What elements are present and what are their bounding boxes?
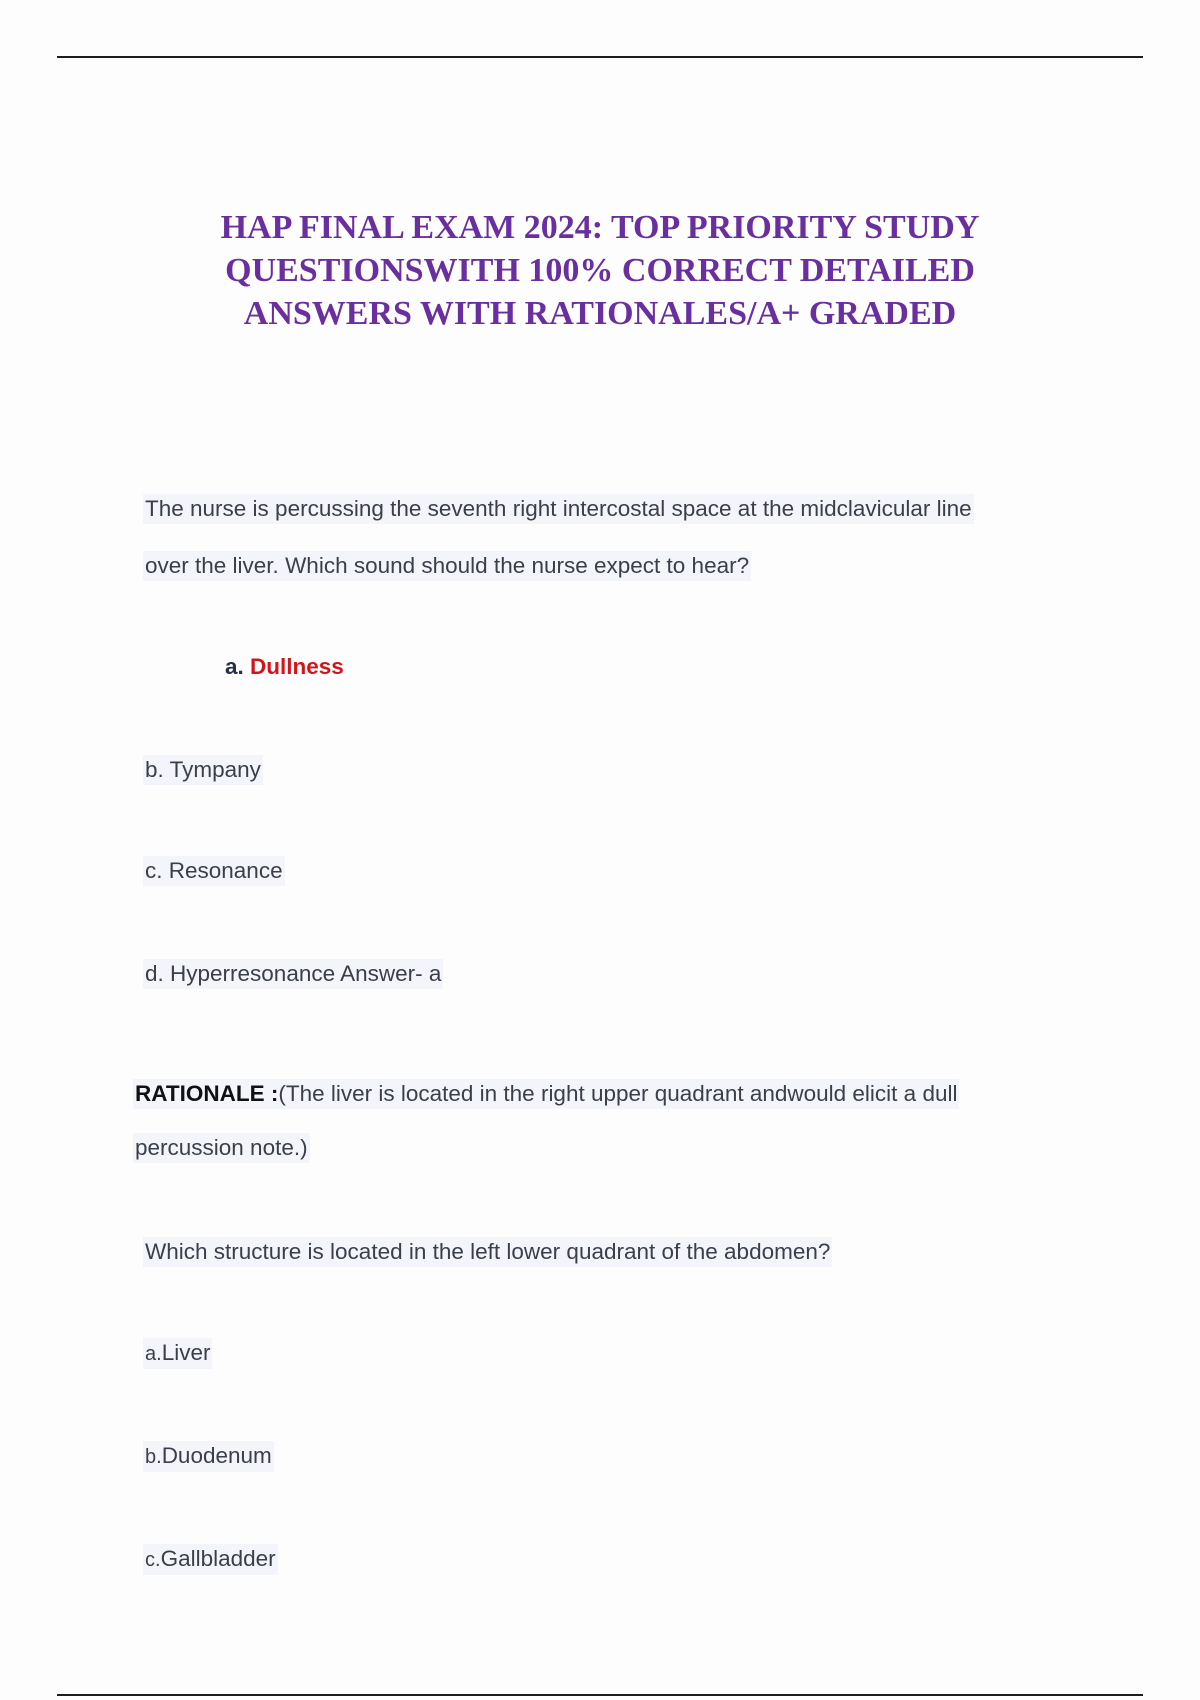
question1-option-d: d. Hyperresonance Answer- a — [143, 959, 443, 989]
option-text: Duodenum — [161, 1443, 272, 1468]
option-text: Gallbladder — [160, 1546, 276, 1571]
rationale-line-1 — [133, 1079, 959, 1109]
title-line-1: HAP FINAL EXAM 2024: TOP PRIORITY STUDY — [220, 209, 980, 246]
option-text: Liver — [161, 1340, 211, 1365]
option-letter: c. — [145, 1549, 161, 1571]
title-line-2: QUESTIONSWITH 100% CORRECT DETAILED — [225, 252, 975, 289]
question2-stem: Which structure is located in the left lower quadrant of the abdomen? — [143, 1237, 832, 1267]
correct-option-text: Dullness — [250, 654, 344, 679]
question1-option-b: b. Tympany — [143, 755, 263, 785]
footer-rule — [57, 1694, 1143, 1696]
question1-option-c: c. Resonance — [143, 856, 285, 886]
question2-option-a — [143, 1338, 212, 1369]
header-rule — [57, 56, 1143, 58]
question1-stem-line-2: over the liver. Which sound should the nurse expect to hear? — [143, 551, 751, 581]
question1-stem-line-1: The nurse is percussing the seventh right intercostal space at the midclavicular line — [143, 494, 974, 524]
rationale-text-1: (The liver is located in the right upper quadrant andwould elicit a dull — [278, 1081, 958, 1106]
rationale-label: RATIONALE : — [135, 1081, 279, 1106]
option-letter: b. — [145, 1446, 162, 1468]
document-title — [150, 206, 1050, 335]
question1-correct-option — [223, 652, 346, 682]
correct-option-letter: a. — [225, 654, 244, 679]
question2-option-c — [143, 1544, 278, 1575]
rationale-line-2: percussion note.) — [133, 1133, 310, 1163]
option-letter: a. — [145, 1343, 162, 1365]
title-line-3: ANSWERS WITH RATIONALES/A+ GRADED — [243, 295, 957, 332]
question2-option-b — [143, 1441, 274, 1472]
